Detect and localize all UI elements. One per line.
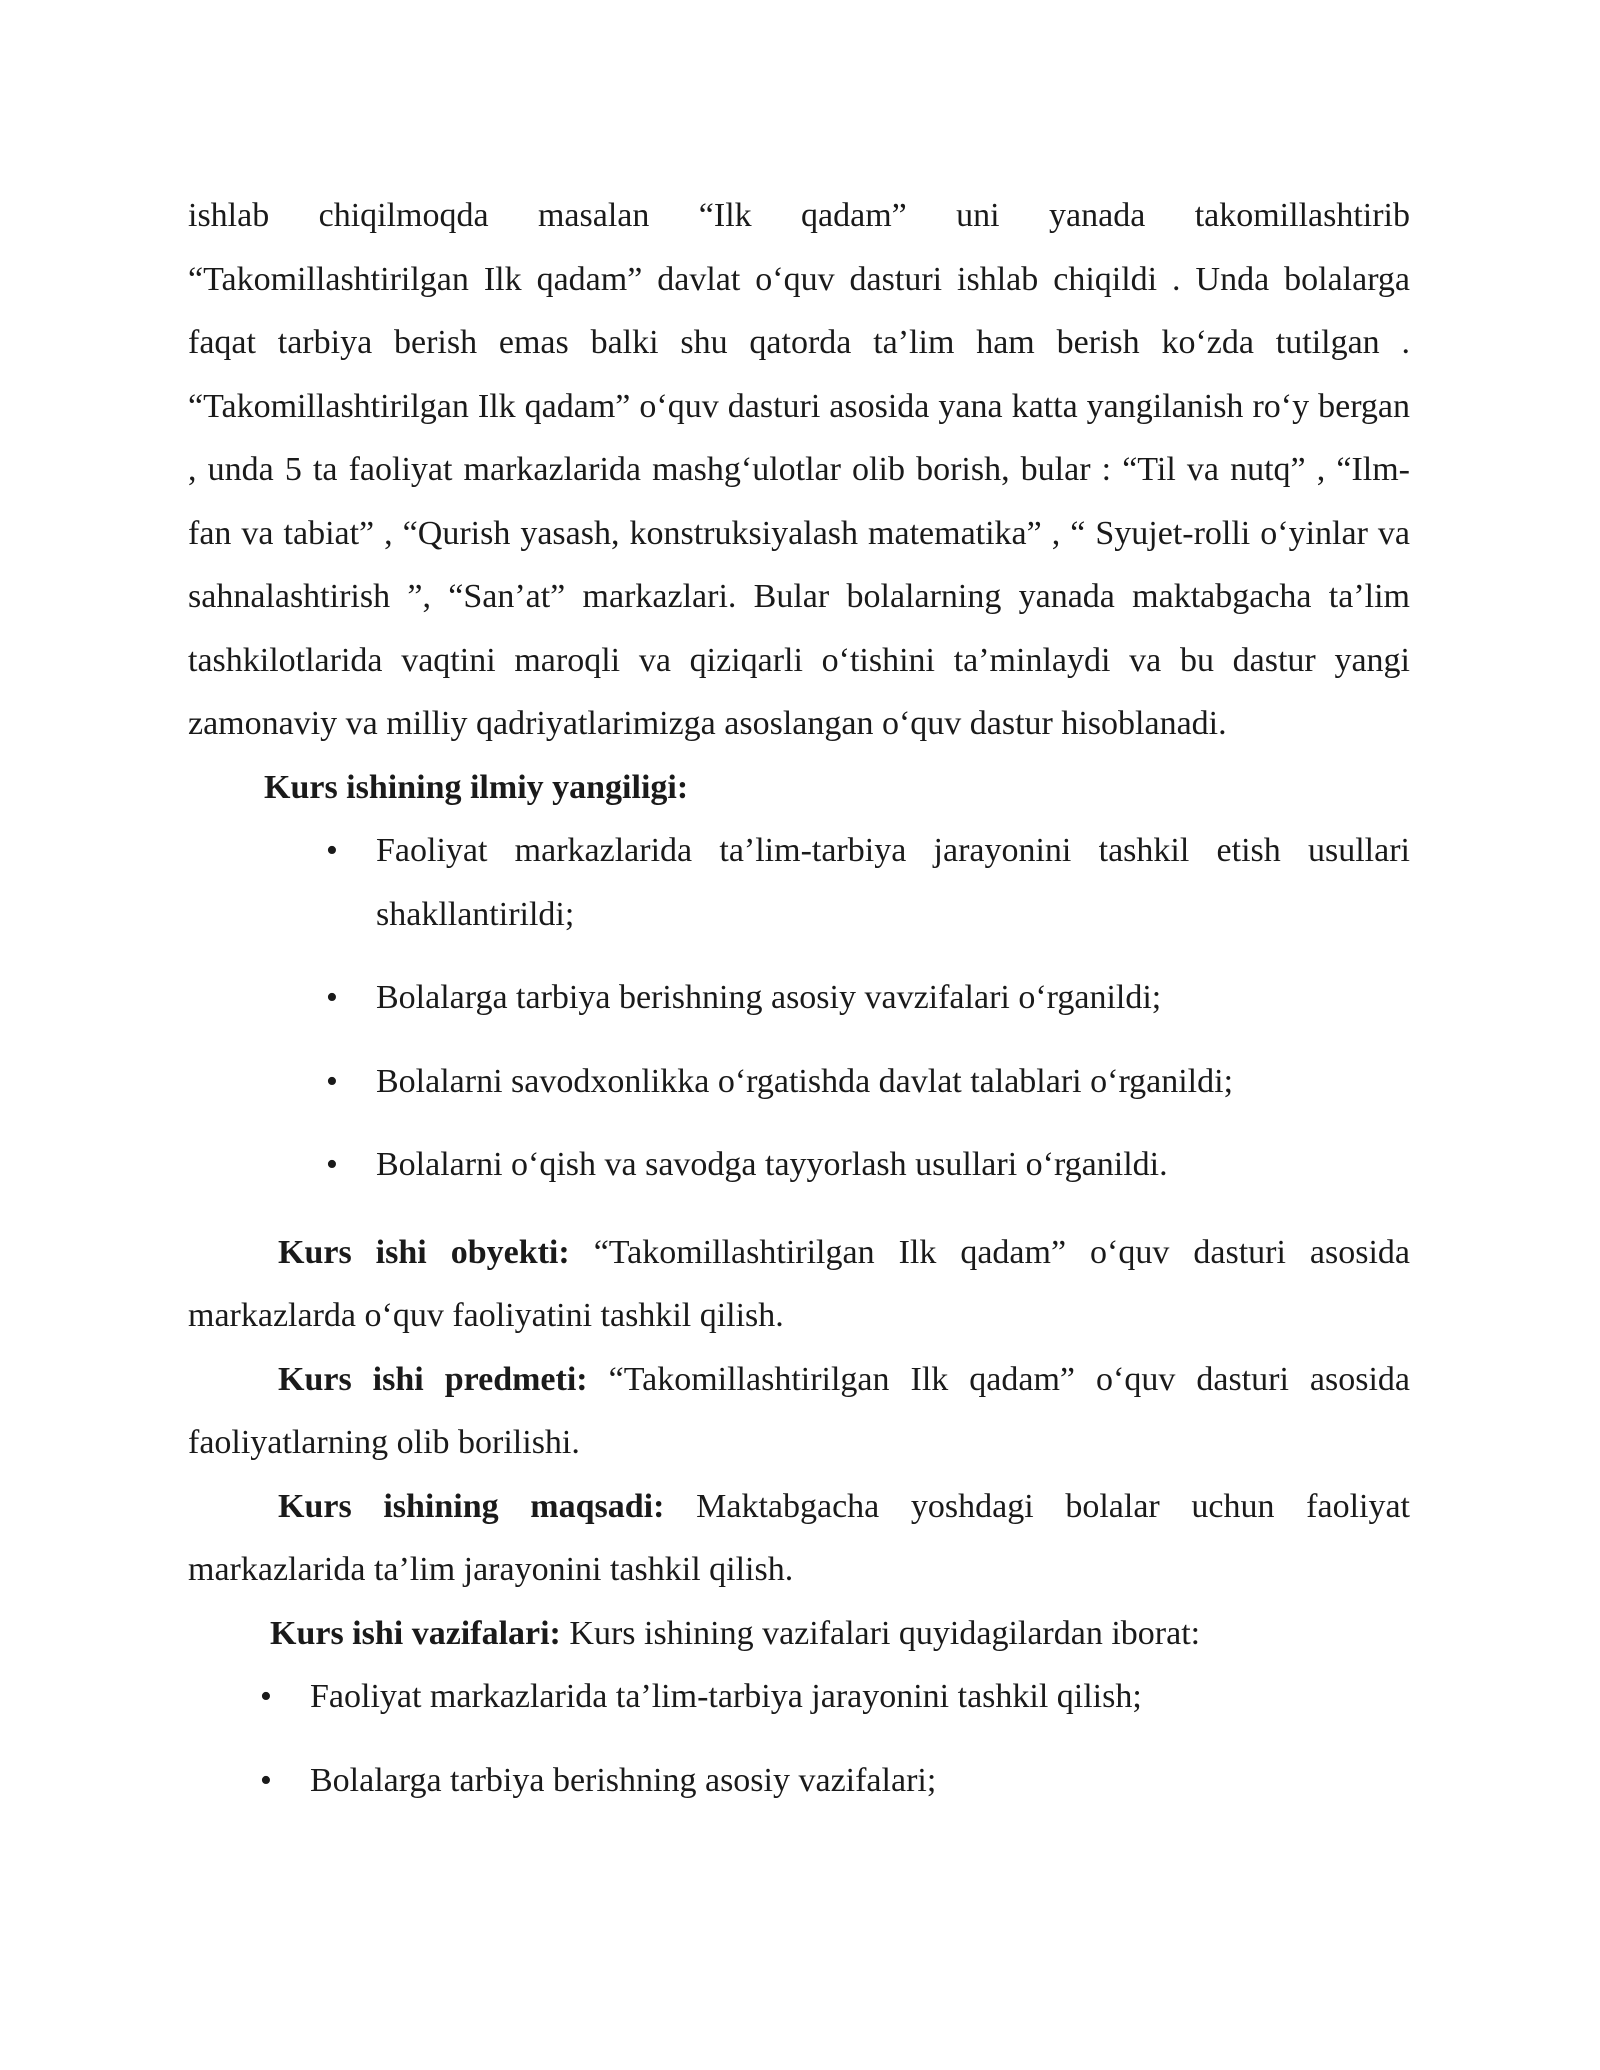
list-item-text: Faoliyat markazlarida ta’lim-tarbiya jarayonini tashkil qilish;: [310, 1678, 1142, 1715]
novelty-list: [188, 819, 1410, 1197]
goal-paragraph: [188, 1475, 1410, 1602]
object-paragraph: [188, 1221, 1410, 1348]
tasks-list: [188, 1665, 1410, 1812]
list-item-text: Bolalarga tarbiya berishning asosiy vavzifalari o‘rganildi;: [376, 979, 1162, 1016]
list-item-text: Bolalarni o‘qish va savodga tayyorlash usullari o‘rganildi.: [376, 1146, 1168, 1183]
subject-paragraph: [188, 1348, 1410, 1475]
subject-label: Kurs ishi predmeti:: [278, 1360, 588, 1398]
subject-text: “Takomillashtirilgan Ilk qadam” o‘quv dasturi asosida faoliyatlarning olib borilishi.: [188, 1360, 1410, 1461]
bullet-icon: •: [260, 1761, 272, 1799]
bullet-icon: •: [260, 1678, 272, 1715]
object-label: Kurs ishi obyekti:: [278, 1233, 570, 1271]
list-item: [188, 1050, 1410, 1114]
bullet-icon: •: [326, 832, 338, 869]
list-item: [188, 1133, 1410, 1197]
list-item-text: Bolalarni savodxonlikka o‘rgatishda davlat talablari o‘rganildi;: [376, 1062, 1234, 1100]
bullet-icon: •: [326, 979, 338, 1016]
list-item-text: Bolalarga tarbiya berishning asosiy vazifalari;: [310, 1761, 937, 1799]
goal-text: Maktabgacha yoshdagi bolalar uchun faoliyat markazlarida ta’lim jarayonini tashkil qilish.: [188, 1487, 1410, 1588]
bullet-icon: •: [326, 1062, 338, 1100]
bullet-icon: •: [326, 1146, 338, 1183]
tasks-label: Kurs ishi vazifalari:: [270, 1614, 561, 1652]
list-item: [188, 819, 1410, 946]
novelty-heading: Kurs ishining ilmiy yangiligi:: [264, 768, 689, 806]
document-page: [188, 184, 1410, 1832]
list-item: [188, 1749, 1410, 1813]
intro-paragraph: ishlab chiqilmoqda masalan “Ilk qadam” uni yanada takomillashtirib “Takomillashtirilgan Ilk qadam” davlat o‘quv dasturi ishlab chiqildi . Unda bolalarga faqat tarbiya berish emas balki shu qatorda ta’lim ham berish ko‘zda tutilgan . “Takomillashtirilgan Ilk qadam” o‘quv dasturi asosida yana katta yangilanish ro‘y bergan , unda 5 ta faoliyat markazlarida mashg‘ulotlar olib borish, bular : “Til va nutq” , “Ilm-fan va tabiat” , “Qurish yasash, konstruksiyalash matematika” , “ Syujet-rolli o‘yinlar va sahnalashtirish ”, “San’at” markazlari. Bular bolalarning yanada maktabgacha ta’lim tashkilotlarida vaqtini maroqli va qiziqarli o‘tishini ta’minlaydi va bu dastur yangi zamonaviy va milliy qadriyatlarimizga asoslangan o‘quv dastur hisoblanadi.: [188, 197, 1410, 742]
list-item: [188, 1665, 1410, 1729]
list-item-text: Faoliyat markazlarida ta’lim-tarbiya jarayonini tashkil etish usullari shakllantirildi;: [376, 832, 1410, 933]
list-item: [188, 966, 1410, 1030]
tasks-paragraph: [188, 1602, 1410, 1666]
goal-label: Kurs ishining maqsadi:: [278, 1487, 665, 1525]
tasks-text: Kurs ishining vazifalari quyidagilardan iborat:: [560, 1614, 1201, 1652]
object-text: “Takomillashtirilgan Ilk qadam” o‘quv dasturi asosida markazlarda o‘quv faoliyatini tashkil qilish.: [188, 1233, 1410, 1334]
